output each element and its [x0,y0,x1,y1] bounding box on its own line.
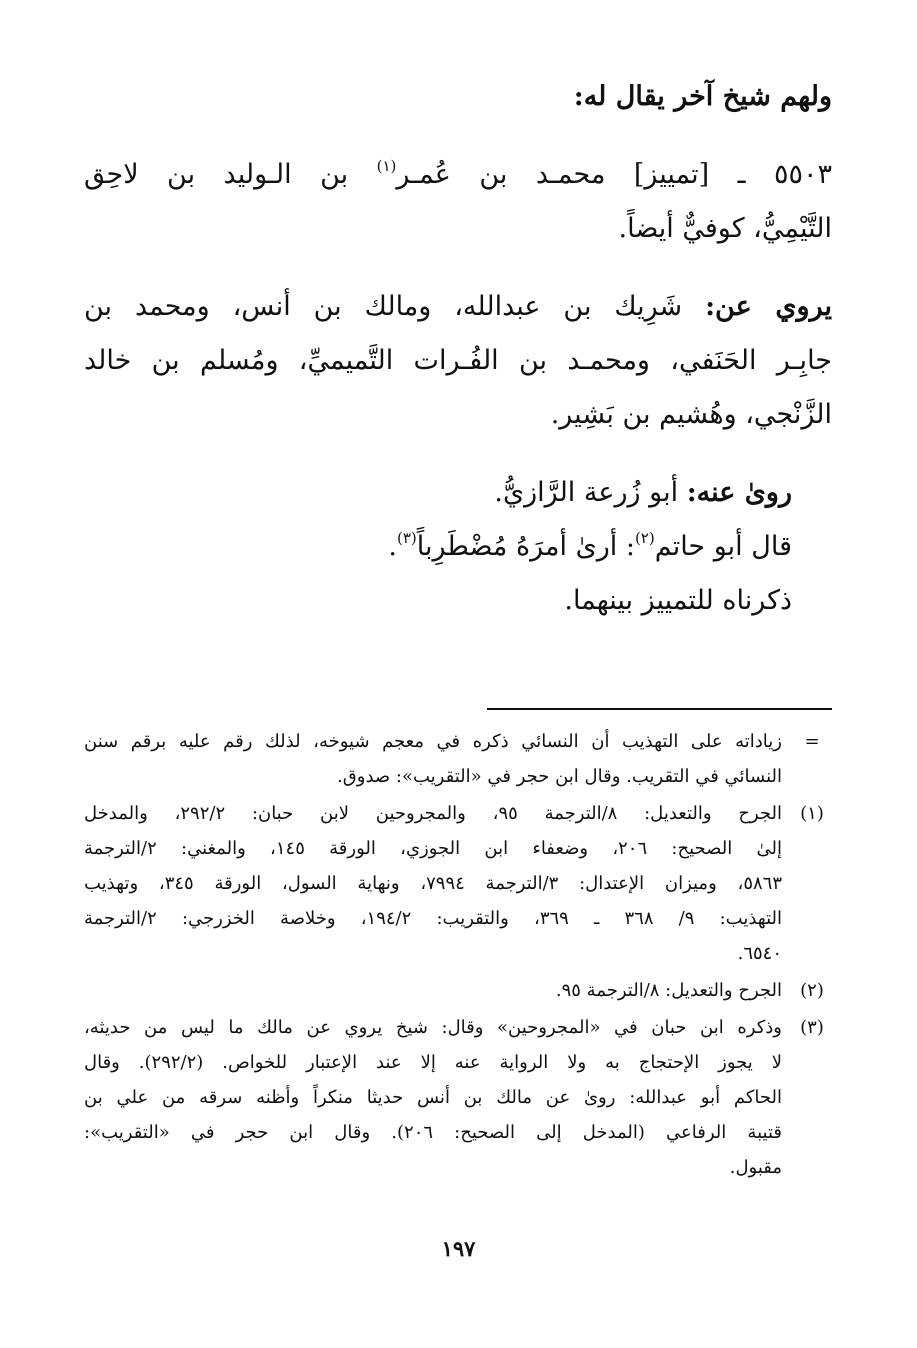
footnote-ref: (١) [376,157,397,175]
page-number: ١٩٧ [441,1236,476,1261]
narrated-by-text: أبو زُرعة الرَّازيُّ. [494,477,687,508]
footnote-line: الجرح والتعديل: ٨/الترجمة ٩٥. [555,980,782,1001]
narrates-from-line [84,280,832,334]
footnote-separator [487,708,832,710]
footnote-line: مقبول. [729,1157,782,1178]
footnote-line: زياداته على التهذيب أن النسائي ذكره في معجم شيوخه، لذلك رقم عليه برقم سنن [84,731,782,752]
abu-hatim-text: . [388,531,397,562]
footnote-1 [84,796,832,971]
narrates-from-line: الزَّنْجي، وهُشيم بن بَشِير. [550,399,832,430]
footnote-ref: (٢) [634,529,655,547]
abu-hatim-line [84,520,792,574]
footnote-line: ٥٨٦٣، وميزان الإعتدال: ٣/الترجمة ٧٩٩٤، ونهاية السول، الورقة ٣٤٥، وتهذيب [84,873,782,894]
entry-text: بن الـوليد بن لاحِق [84,159,377,190]
footnote-line: التهذيب: ٩/ ٣٦٨ ـ ٣٦٩، والتقريب: ١٩٤/٢، وخلاصة الخزرجي: ٢/الترجمة [84,908,783,929]
abu-hatim-text: : أرىٰ أمرَهُ مُضْطَرِباً [416,531,635,562]
entry-line [84,148,832,202]
footnote-line: لا يجوز الإحتجاج به ولا الرواية عنه إلا عند الإعتبار للخواص. (٢٩٢/٢). وقال [84,1052,783,1073]
narrated-by-paragraph [84,466,832,628]
entry-line: التَّيْمِيُّ، كوفيٌّ أيضاً. [618,213,832,244]
footnote-line: النسائي في التقريب. وقال ابن حجر في «التقريب»: صدوق. [337,766,782,787]
footnote-marker: (٣) [800,1017,824,1038]
footnote-3 [84,1010,832,1185]
footnote-line: إلىٰ الصحيح: ٢٠٦، وضعفاء ابن الجوزي، الورقة ١٤٥، والمغني: ٢/الترجمة [84,838,782,859]
footnote-ref: (٣) [396,529,417,547]
footnote-marker: (١) [800,803,824,824]
narrates-from-text: شَرِيك بن عبدالله، ومالك بن أنس، ومحمد بن [84,291,706,322]
footnote-line: الجرح والتعديل: ٨/الترجمة ٩٥، والمجروحين لابن حبان: ٢٩٢/٢، والمدخل [84,803,782,824]
narrated-by-line [84,466,792,520]
footnote-marker: = [804,731,820,752]
footnote-line: ٦٥٤٠. [737,943,782,964]
footnote-marker: (٢) [800,980,824,1001]
abu-hatim-text: قال أبو حاتم [654,531,792,562]
footnote-line: الحاكم أبو عبدالله: روىٰ عن مالك بن أنس حديثا منكراً وأظنه سرقه من علي بن [84,1087,782,1108]
narrates-from-paragraph [84,280,832,442]
footnote-line: وذكره ابن حبان في «المجروحين» وقال: شيخ يروي عن مالك ما ليس من حديثه، [84,1017,782,1038]
main-text [84,70,832,628]
entry-text: ٥٥٠٣ ـ [تمييز] محمـد بن عُمـر [396,159,832,190]
footnote-line: قتيبة الرفاعي (المدخل إلى الصحيح: ٢٠٦). وقال ابن حجر في «التقريب»: [84,1122,782,1143]
closing-line: ذكرناه للتمييز بينهما. [564,585,792,616]
biography-entry [84,148,832,256]
narrates-from-label: يروي عن: [705,291,832,322]
footnote-2 [84,973,832,1008]
footnote-continuation [84,724,832,794]
narrated-by-label: روىٰ عنه: [686,477,792,508]
section-heading: ولهم شيخ آخر يقال له: [573,81,832,112]
footnotes [84,724,832,1185]
narrates-from-line: جابِـر الحَنَفي، ومحمـد بن الفُـرات التَّميميِّ، ومُسلم بن خالد [84,345,832,376]
